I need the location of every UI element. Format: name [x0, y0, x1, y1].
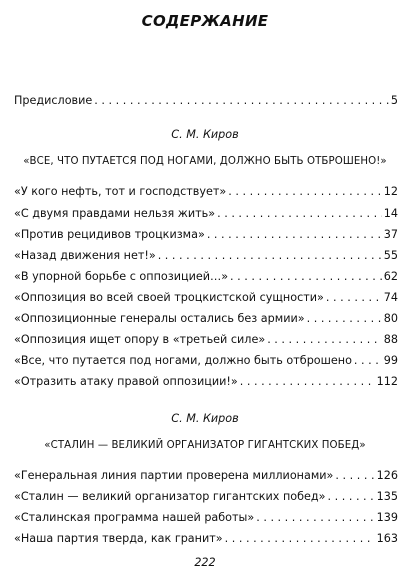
toc-entry-page: 139 — [376, 511, 398, 524]
toc-entry-page: 12 — [383, 185, 398, 198]
page-number: 222 — [194, 556, 216, 569]
toc-entry-text: «С двумя правдами нельзя жить» — [14, 207, 216, 220]
dot-leader — [256, 511, 374, 524]
dot-leader — [230, 270, 382, 283]
section-title: «ВСЕ, ЧТО ПУТАЕТСЯ ПОД НОГАМИ, ДОЛЖНО БЫТЬ ОТБРОШЕНО!» — [23, 156, 387, 167]
toc-entry-text: «Сталинская программа нашей работы» — [14, 511, 255, 524]
toc-entry — [14, 532, 398, 545]
dot-leader — [328, 490, 375, 503]
toc-entry — [14, 490, 398, 503]
toc-entry — [14, 291, 398, 304]
dot-leader — [240, 375, 375, 388]
dot-leader — [225, 532, 375, 545]
toc-entry-preface — [14, 94, 398, 107]
dot-leader — [267, 333, 382, 346]
toc-entry — [14, 333, 398, 346]
toc-entry-text: Предисловие — [14, 94, 93, 107]
toc-entry-page: 55 — [383, 249, 398, 262]
dot-leader — [335, 469, 374, 482]
toc-entry-text: «Против рецидивов троцкизма» — [14, 228, 205, 241]
section-author: С. М. Киров — [171, 412, 239, 425]
toc-entry-text: «Отразить атаку правой оппозиции!» — [14, 375, 238, 388]
toc-entry — [14, 511, 398, 524]
dot-leader — [307, 312, 382, 325]
toc-entry-text: «Генеральная линия партии проверена миллионами» — [14, 469, 334, 482]
toc-entry-text: «Оппозиционные генералы остались без армии» — [14, 312, 305, 325]
toc-entry-page: 74 — [383, 291, 398, 304]
toc-entry-text: «У кого нефть, тот и господствует» — [14, 185, 227, 198]
toc-entry-text: «Назад движения нет!» — [14, 249, 156, 262]
dot-leader — [354, 354, 382, 367]
toc-entry-page: 62 — [383, 270, 398, 283]
section-author: С. М. Киров — [171, 128, 239, 141]
toc-entry — [14, 375, 398, 388]
dot-leader — [94, 94, 389, 107]
dot-leader — [228, 185, 382, 198]
toc-entry — [14, 469, 398, 482]
toc-entry — [14, 354, 398, 367]
dot-leader — [207, 228, 382, 241]
dot-leader — [217, 207, 382, 220]
toc-entry-text: «Сталин — великий организатор гигантских побед» — [14, 490, 326, 503]
toc-entry — [14, 228, 398, 241]
toc-entry-page: 99 — [383, 354, 398, 367]
toc-entry-text: «Оппозиция во всей своей троцкистской сущности» — [14, 291, 324, 304]
dot-leader — [158, 249, 382, 262]
toc-entry-text: «Оппозиция ищет опору в «третьей силе» — [14, 333, 266, 346]
toc-entry-page: 88 — [383, 333, 398, 346]
toc-entry-page: 14 — [383, 207, 398, 220]
toc-entry-page: 163 — [376, 532, 398, 545]
toc-entry-page: 135 — [376, 490, 398, 503]
toc-entry-page: 5 — [390, 94, 398, 107]
toc-entry — [14, 270, 398, 283]
toc-entry — [14, 312, 398, 325]
toc-entry-text: «Все, что путается под ногами, должно быть отброшено — [14, 354, 352, 367]
toc-entry-page: 112 — [376, 375, 398, 388]
dot-leader — [326, 291, 382, 304]
section-title: «СТАЛИН — ВЕЛИКИЙ ОРГАНИЗАТОР ГИГАНТСКИХ ПОБЕД» — [44, 440, 366, 451]
toc-entry-page: 126 — [376, 469, 398, 482]
toc-entry-text: «Наша партия тверда, как гранит» — [14, 532, 223, 545]
toc-entry — [14, 249, 398, 262]
page-title: СОДЕРЖАНИЕ — [141, 12, 269, 30]
toc-entry — [14, 185, 398, 198]
toc-entry-text: «В упорной борьбе с оппозицией…» — [14, 270, 229, 283]
toc-entry-page: 80 — [383, 312, 398, 325]
toc-entry — [14, 207, 398, 220]
toc-entry-page: 37 — [383, 228, 398, 241]
